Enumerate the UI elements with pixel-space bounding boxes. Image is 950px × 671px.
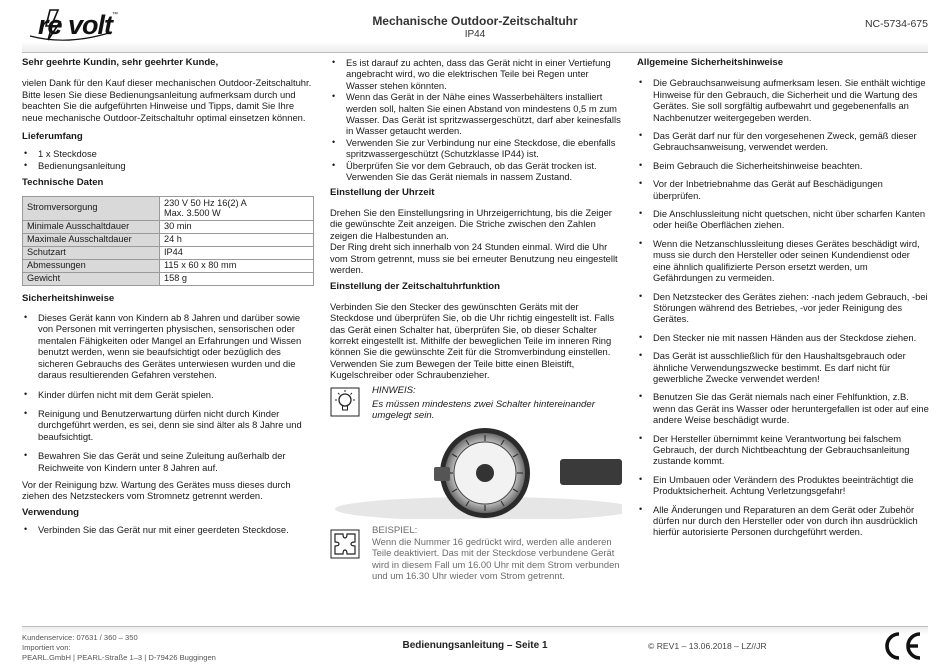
- article-number: NC-5734-675: [864, 18, 928, 30]
- table-key: Abmessungen: [23, 259, 160, 272]
- table-row: [23, 220, 314, 233]
- table-row: [23, 196, 314, 220]
- list-item: • Wenn das Gerät in der Nähe eines Wasserbehälters installiert werden soll, halten Sie einen Abstand von mindestens 0,5 m zum Wasser. Das Gerät ist spritzwassergeschützt, darf aber keinesfalls in Wasser getaucht werden.: [330, 91, 622, 137]
- list-item: • Alle Änderungen und Reparaturen an dem Gerät oder Zubehör dürfen nur durch den Hersteller oder von durch ihn ausdrücklich hierfür autorisierte Personen durchgeführt werden.: [637, 504, 929, 538]
- table-key: Gewicht: [23, 272, 160, 285]
- header-divider: [22, 52, 928, 53]
- customer-service: Kundenservice: 07631 / 360 – 350: [22, 633, 138, 642]
- table-key: Maximale Ausschaltdauer: [23, 233, 160, 246]
- list-item: • Wenn die Netzanschlussleitung dieses Gerätes beschädigt wird, muss sie durch den Hersteller oder seinen Kundendienst oder eine ähnlich qualifizierte Person ersetzt werden, um Gefährdungen zu vermeiden.: [637, 238, 929, 284]
- list-item: • 1 x Steckdose: [22, 148, 314, 159]
- logo-trademark: ™: [112, 12, 118, 18]
- general-safety-list: [637, 77, 929, 537]
- list-item: • Das Gerät ist ausschließlich für den Haushaltsgebrauch oder ähnliche Verwendungszwecke bestimmt. Es darf nicht für gewerbliche Zwecke verwendet werden!: [637, 350, 929, 384]
- note-text: Es müssen mindestens zwei Schalter hintereinander umgelegt sein.: [372, 398, 595, 421]
- example-text: Wenn die Nummer 16 gedrückt wird, werden alle anderen Teile deaktiviert. Das mit der Steckdose verbundene Gerät wird in diesem Fall um 16.00 Uhr mit dem Strom verbunden und um 16.30 Uhr wieder vom Strom getrennt.: [372, 535, 620, 582]
- table-value: 230 V 50 Hz 16(2) A Max. 3.500 W: [160, 196, 314, 220]
- footer-contact: [22, 633, 216, 663]
- example-title: BEISPIEL:: [372, 524, 418, 536]
- revision-info: © REV1 – 13.06.2018 – LZ//JR: [648, 641, 767, 651]
- scope-list: [22, 148, 314, 171]
- list-item: • Bedienungsanleitung: [22, 160, 314, 171]
- table-value: IP44: [160, 246, 314, 259]
- table-key: Stromversorgung: [23, 196, 160, 220]
- table-value: 158 g: [160, 272, 314, 285]
- logo-text: re volt: [38, 10, 113, 40]
- general-safety-heading: Allgemeine Sicherheitshinweise: [637, 57, 784, 68]
- example-box: [330, 525, 622, 582]
- intro-text: vielen Dank für den Kauf dieser mechanischen Outdoor-Zeitschaltuhr. Bitte lesen Sie diese Bedienungsanleitung aufmerksam durch und beachten Sie die aufgeführten Hinweise und Tipps, damit Sie Ihre neue mechanische Outdoor-Zeitschaltuhr optimal einsetzen können.: [22, 77, 312, 123]
- tech-heading: Technische Daten: [22, 177, 104, 189]
- document-title: Mechanische Outdoor-Zeitschaltuhr: [372, 14, 578, 28]
- scope-heading: Lieferumfang: [22, 131, 83, 143]
- list-item: • Überprüfen Sie vor dem Gebrauch, ob das Gerät trocken ist. Verwenden Sie das Gerät niemals in nassem Zustand.: [330, 160, 622, 183]
- puzzle-icon: [330, 529, 360, 559]
- table-row: [23, 233, 314, 246]
- time-heading: Einstellung der Uhrzeit: [330, 187, 435, 199]
- list-item: • Die Anschlussleitung nicht quetschen, nicht über scharfen Kanten oder heiße Oberflächen ziehen.: [637, 208, 929, 231]
- header-shade: [22, 42, 928, 52]
- list-item: • Benutzen Sie das Gerät niemals nach einer Fehlfunktion, z.B. wenn das Gerät ins Wasser oder heruntergefallen ist oder auf eine andere Weise beschädigt wurde.: [637, 391, 929, 425]
- page-label: Bedienungsanleitung – Seite 1: [402, 640, 548, 651]
- document-subtitle: IP44: [464, 29, 486, 40]
- list-item: • Den Stecker nie mit nassen Händen aus der Steckdose ziehen.: [637, 332, 929, 343]
- ce-mark-icon: [880, 630, 924, 662]
- list-item: • Beim Gebrauch die Sicherheitshinweise beachten.: [637, 160, 929, 171]
- table-row: [23, 246, 314, 259]
- cleaning-text: Vor der Reinigung bzw. Wartung des Gerätes muss dieses durch ziehen des Netzsteckers vom Stromnetz getrennt werden.: [22, 478, 291, 502]
- table-row: [23, 259, 314, 272]
- note-box: [330, 385, 622, 425]
- timer-dial-photo: [330, 427, 622, 519]
- list-item: • Dieses Gerät kann von Kindern ab 8 Jahren und darüber sowie von Personen mit verringerten physischen, sensorischen oder mentalen Fähigkeiten oder Mangel an Erfahrungen und Wissen benutzt werden, wenn sie beaufsichtigt oder bezüglich des sicheren Gebrauchs des Gerätes unterwiesen wurden und die daraus resultierenden Gefahren verstehen.: [22, 312, 314, 380]
- list-item: • Der Hersteller übernimmt keine Verantwortung bei falschem Gebrauch, der durch Nichtbeachtung der Gebrauchsanleitung zustande kommt.: [637, 433, 929, 467]
- column-1: [22, 57, 314, 536]
- note-title: HINWEIS:: [372, 384, 416, 396]
- safety-list: [22, 312, 314, 473]
- list-item: • Kinder dürfen nicht mit dem Gerät spielen.: [22, 389, 314, 400]
- list-item: • Das Gerät darf nur für den vorgesehenen Zweck, gemäß dieser Gebrauchsanweisung, verwendet werden.: [637, 130, 929, 153]
- list-item: • Den Netzstecker des Gerätes ziehen: -nach jedem Gebrauch, -bei Störungen während des Betriebes, -vor jeder Reinigung des Gerätes.: [637, 291, 929, 325]
- column-3: [637, 57, 929, 538]
- greeting: Sehr geehrte Kundin, sehr geehrter Kunde,: [22, 57, 219, 68]
- table-key: Minimale Ausschaltdauer: [23, 220, 160, 233]
- safety-heading: Sicherheitshinweise: [22, 292, 115, 304]
- timer-text: Verbinden Sie den Stecker des gewünschten Geräts mit der Steckdose und überprüfen Sie, ob die Uhr richtig eingestellt ist. Falls das Gerät einen Schalter hat, überprüfen Sie, ob dieser Schalter korrekt eingestellt ist. Mithilfe der beweglichen Teile im inneren Ring können Sie die gewünschte Zeit für die Stromverbindung einstellen. Verwenden Sie zum Bewegen der Teile bitte einen Bleistift, Kugelschreiber oder Schraubenzieher.: [330, 300, 615, 381]
- list-item: • Bewahren Sie das Gerät und seine Zuleitung außerhalb der Reichweite von Kindern unter 8 Jahren auf.: [22, 450, 314, 473]
- time-text: Drehen Sie den Einstellungsring in Uhrzeigerrichtung, bis die Zeiger die gewünschte Zeit anzeigen. Die Striche zwischen den Zahlen zeigen die Halbestunden an. Der Ring dreht sich innerhalb von 24 Stunden einmal. Wird die Uhr vom Strom getrennt, muss sie bei erneuter Benutzung neu eingestellt werden.: [330, 206, 618, 275]
- use-heading: Verwendung: [22, 506, 80, 518]
- importer-label: Importiert von:: [22, 643, 71, 652]
- table-row: [23, 272, 314, 285]
- table-value: 115 x 60 x 80 mm: [160, 259, 314, 272]
- tech-table: [22, 196, 314, 286]
- list-item: • Vor der Inbetriebnahme das Gerät auf Beschädigungen überprüfen.: [637, 178, 929, 201]
- brand-logo: [28, 6, 116, 44]
- column-2: [330, 57, 622, 582]
- list-item: • Ein Umbauen oder Verändern des Produktes beeinträchtigt die Produktsicherheit. Achtung Verletzungsgefahr!: [637, 474, 929, 497]
- lightbulb-icon: [330, 387, 360, 417]
- list-item: • Verwenden Sie zur Verbindung nur eine Steckdose, die ebenfalls spritzwassergeschützt (Schutzklasse IP44) ist.: [330, 137, 622, 160]
- timer-heading: Einstellung der Zeitschaltuhrfunktion: [330, 281, 501, 293]
- list-item: • Die Gebrauchsanweisung aufmerksam lesen. Sie enthält wichtige Hinweise für den Gebrauch, die Sicherheit und die Wartung des Gerätes. Sie soll sorgfältig aufbewahrt und gegebenenfalls an Nachbenutzer weitergegeben werden.: [637, 77, 929, 123]
- list-item: • Verbinden Sie das Gerät nur mit einer geerdeten Steckdose.: [22, 524, 314, 535]
- table-key: Schutzart: [23, 246, 160, 259]
- timer-dial-image: [330, 427, 622, 519]
- list-item: • Reinigung und Benutzerwartung dürfen nicht durch Kinder durchgeführt werden, es sei, denn sie sind älter als 8 Jahre und beaufsichtigt.: [22, 408, 314, 442]
- list-item: • Es ist darauf zu achten, dass das Gerät nicht in einer Vertiefung angebracht wird, wo die elektrischen Teile bei Regen unter Wasser stehen könnten.: [330, 57, 622, 91]
- importer-address: PEARL.GmbH | PEARL-Straße 1–3 | D-79426 Buggingen: [22, 653, 216, 662]
- use-list: [22, 524, 314, 535]
- table-value: 30 min: [160, 220, 314, 233]
- table-value: 24 h: [160, 233, 314, 246]
- safety-list-continued: [330, 57, 622, 182]
